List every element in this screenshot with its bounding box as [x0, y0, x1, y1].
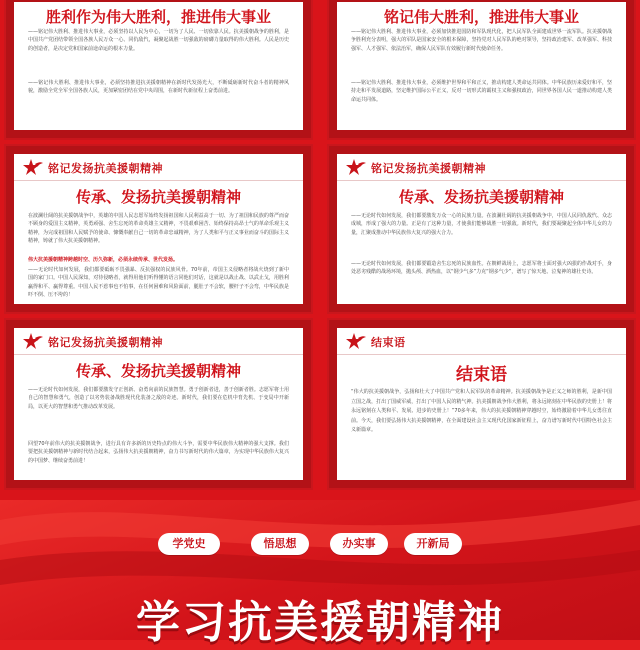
slide-paragraph: [28, 212, 289, 246]
slide-paragraph: [28, 386, 289, 411]
paragraph-text: ——铭记伟大胜利、推进伟大事业，必须坚持推进抗美援朝精神在新时代发扬光大，不断砥砺新时代奋斗者的精神风貌，激励全党全军全国各族人民，更加紧密团结在党中央周围，在新时代新征程上奋勇前进。: [28, 80, 289, 95]
star-icon: [22, 332, 44, 350]
slide-title: 铭记伟大胜利，推进伟大事业: [383, 8, 579, 26]
pill-open-new-situation[interactable]: 开新局: [404, 533, 462, 555]
slide-thumbnail-6[interactable]: [327, 318, 636, 490]
slide-paragraph: [28, 266, 289, 300]
slide-paragraph: [28, 256, 289, 264]
slide-header-title: 铭记发扬抗美援朝精神: [48, 336, 163, 349]
paragraph-text: “伟大的抗美援朝战争，弘扬和壮大了中国共产党和人民军队的革命精神。抗美援朝战争是正义之师的胜利，是新中国立国之战，打出了国威军威，打出了中国人民的精气神。抗美援朝战争伟大胜利，将永远铭刻在中华民族的史册上！将永远铭刻在人类和平、发展、进步的史册上！”70多年来，伟大的抗美援朝精神穿越时空，始终激励着中华儿女勇往直前。今天，我们要弘扬伟大抗美援朝精神，在全面建设社会主义现代化国家新征程上，奋力谱写新时代中国特色社会主义新篇章。: [351, 389, 612, 434]
slide-thumbnail-1[interactable]: [4, 0, 313, 140]
slide-thumbnail-5[interactable]: [4, 318, 313, 490]
slide-header: [337, 328, 626, 355]
pill-study-party-history[interactable]: 学党史: [158, 533, 220, 555]
slide-paragraph: [28, 79, 289, 96]
paragraph-text: ——无论时代如何发展，我们都要激发守正创新、奋勇向前的民族智慧。勇于创新者进，善于创新者胜。志愿军将士用自己的智慧和勇气，创造了以劣势装备战胜现代化装备之敌的奇迹。新时代，我们要在危机中育先机、于变局中开新局，以更大的智慧和勇气推动改革发展。: [28, 387, 289, 410]
slide-paragraph: [351, 28, 612, 53]
paragraph-text: ——无论时代如何发展，我们都要锻造舍生忘死的民族血性。在朝鲜战场上，志愿军将士面对强大凶狠的作战对手，身处恶劣残酷的战场环境，抛头颅、洒热血，以“钢少气多”力克“钢多气少”，谱写了惊天地、泣鬼神的雄壮史诗。: [351, 261, 612, 276]
slide-card: [14, 2, 303, 130]
paragraph-text: ——无论时代如何发展，我们都要砥砺不畏强暴、反抗强权的民族风骨。70年前，帝国主义侵略者将战火烧到了新中国的家门口。中国人民深知，对待侵略者，就得用他们听得懂的语言同他们对话，这就是以战止战、以武止戈，用胜利赢得和平、赢得尊重。中国人民不惹事也不怕事，在任何困难和风险面前，腿肚子不会软，腰杆子不会弯，中华民族是吓不倒、压不垮的！: [28, 267, 289, 299]
paragraph-text: ——铭记伟大胜利、推进伟大事业，必须维护世界和平和正义，推动构建人类命运共同体。中华民族历来爱好和平，坚持走和平发展道路，坚定维护国际公平正义，反对一切形式的霸权主义和强权政治，同世界各国人民一道推动构建人类命运共同体。: [351, 80, 612, 103]
slide-header-title: 铭记发扬抗美援朝精神: [48, 162, 163, 175]
slide-paragraph: [28, 28, 289, 53]
slide-header: [14, 154, 303, 181]
slide-thumbnail-4[interactable]: [327, 144, 636, 314]
slide-card: [337, 2, 626, 130]
slide-header-title: 铭记发扬抗美援朝精神: [371, 162, 486, 175]
star-icon: [22, 158, 44, 176]
slide-thumbnail-2[interactable]: [327, 0, 636, 140]
slide-card: [337, 154, 626, 304]
paragraph-text: ——铭记伟大胜利、推进伟大事业，必须坚持以人民为中心，一切为了人民、一切依靠人民。抗美援朝战争的胜利，是中国共产党团结带领全国各族人民万众一心、同仇敌忾，凝聚起战胜一切强敌的磅礴力量取得的伟大胜利。人民是历史的创造者，是决定党和国家前途命运的根本力量。: [28, 29, 289, 52]
slide-card: [14, 154, 303, 304]
slide-title: 胜利作为伟大胜利，推进伟大事业: [45, 8, 271, 26]
paragraph-text: 伟大抗美援朝精神跨越时空、历久弥新，必须永续传承、世代发扬。: [28, 257, 179, 263]
slide-title: 传承、发扬抗美援朝精神: [398, 188, 564, 206]
slide-header-title: 结束语: [371, 336, 406, 349]
slide-title: 结束语: [456, 365, 507, 385]
pill-do-practical-things[interactable]: 办实事: [330, 533, 388, 555]
slide-card: [14, 328, 303, 480]
slide-card: [337, 328, 626, 480]
slide-paragraph: [351, 388, 612, 436]
paragraph-text: 回望70年前伟大的抗美援朝战争，进行具有许多新的历史特点的伟大斗争，需要中华民族伟大精神的强大支撑。我们要把抗美援朝精神与新时代结合起来，弘扬伟大抗美援朝精神，奋力书写新时代的伟大篇章，为实现中华民族伟大复兴的中国梦、继续奋勇前进！: [28, 441, 289, 464]
slide-paragraph: [28, 440, 289, 465]
slide-thumbnail-3[interactable]: [4, 144, 313, 314]
slide-paragraph: [351, 260, 612, 277]
pill-understand-thought[interactable]: 悟思想: [251, 533, 309, 555]
paragraph-text: 在波澜壮阔的抗美援朝战争中，英雄的中国人民志愿军始终发扬祖国和人民利益高于一切、为了祖国和民族的尊严而奋不顾身的爱国主义精神，英勇顽强、舍生忘死的革命英雄主义精神，不畏艰难困苦、始终保持高昂士气的革命乐观主义精神，为完成祖国和人民赋予的使命、慷慨奉献自己一切的革命忠诚精神，为了人类和平与正义事业而奋斗的国际主义精神，铸就了伟大抗美援朝精神。: [28, 213, 289, 245]
slide-title: 传承、发扬抗美援朝精神: [75, 188, 241, 206]
slide-paragraph: [351, 79, 612, 104]
paragraph-text: ——无论时代如何发展，我们都要激发万众一心的民族力量。在波澜壮阔的抗美援朝战争中，中国人民同仇敌忾、众志成城，形成了强大的力量。正是有了这种力量，才使我们能够战胜一切强敌。新时代，我们要凝聚起全体中华儿女的力量，汇聚成推动中华民族伟大复兴的强大合力。: [351, 213, 612, 236]
slide-header: [14, 328, 303, 355]
slide-header: [337, 154, 626, 181]
footer-big-title: 学习抗美援朝精神: [136, 597, 504, 648]
star-icon: [345, 332, 367, 350]
slide-paragraph: [351, 212, 612, 237]
paragraph-text: ——铭记伟大胜利、推进伟大事业，必须加快推进国防和军队现代化，把人民军队全面建成世界一流军队。抗美援朝战争胜利充分表明，强大的军队是国家安全的根本保障，坚持党对人民军队的绝对领导，坚持政治建军、改革强军、科技强军、人才强军、依法治军，确保人民军队有效履行新时代使命任务。: [351, 29, 612, 52]
star-icon: [345, 158, 367, 176]
slide-title: 传承、发扬抗美援朝精神: [75, 362, 241, 380]
